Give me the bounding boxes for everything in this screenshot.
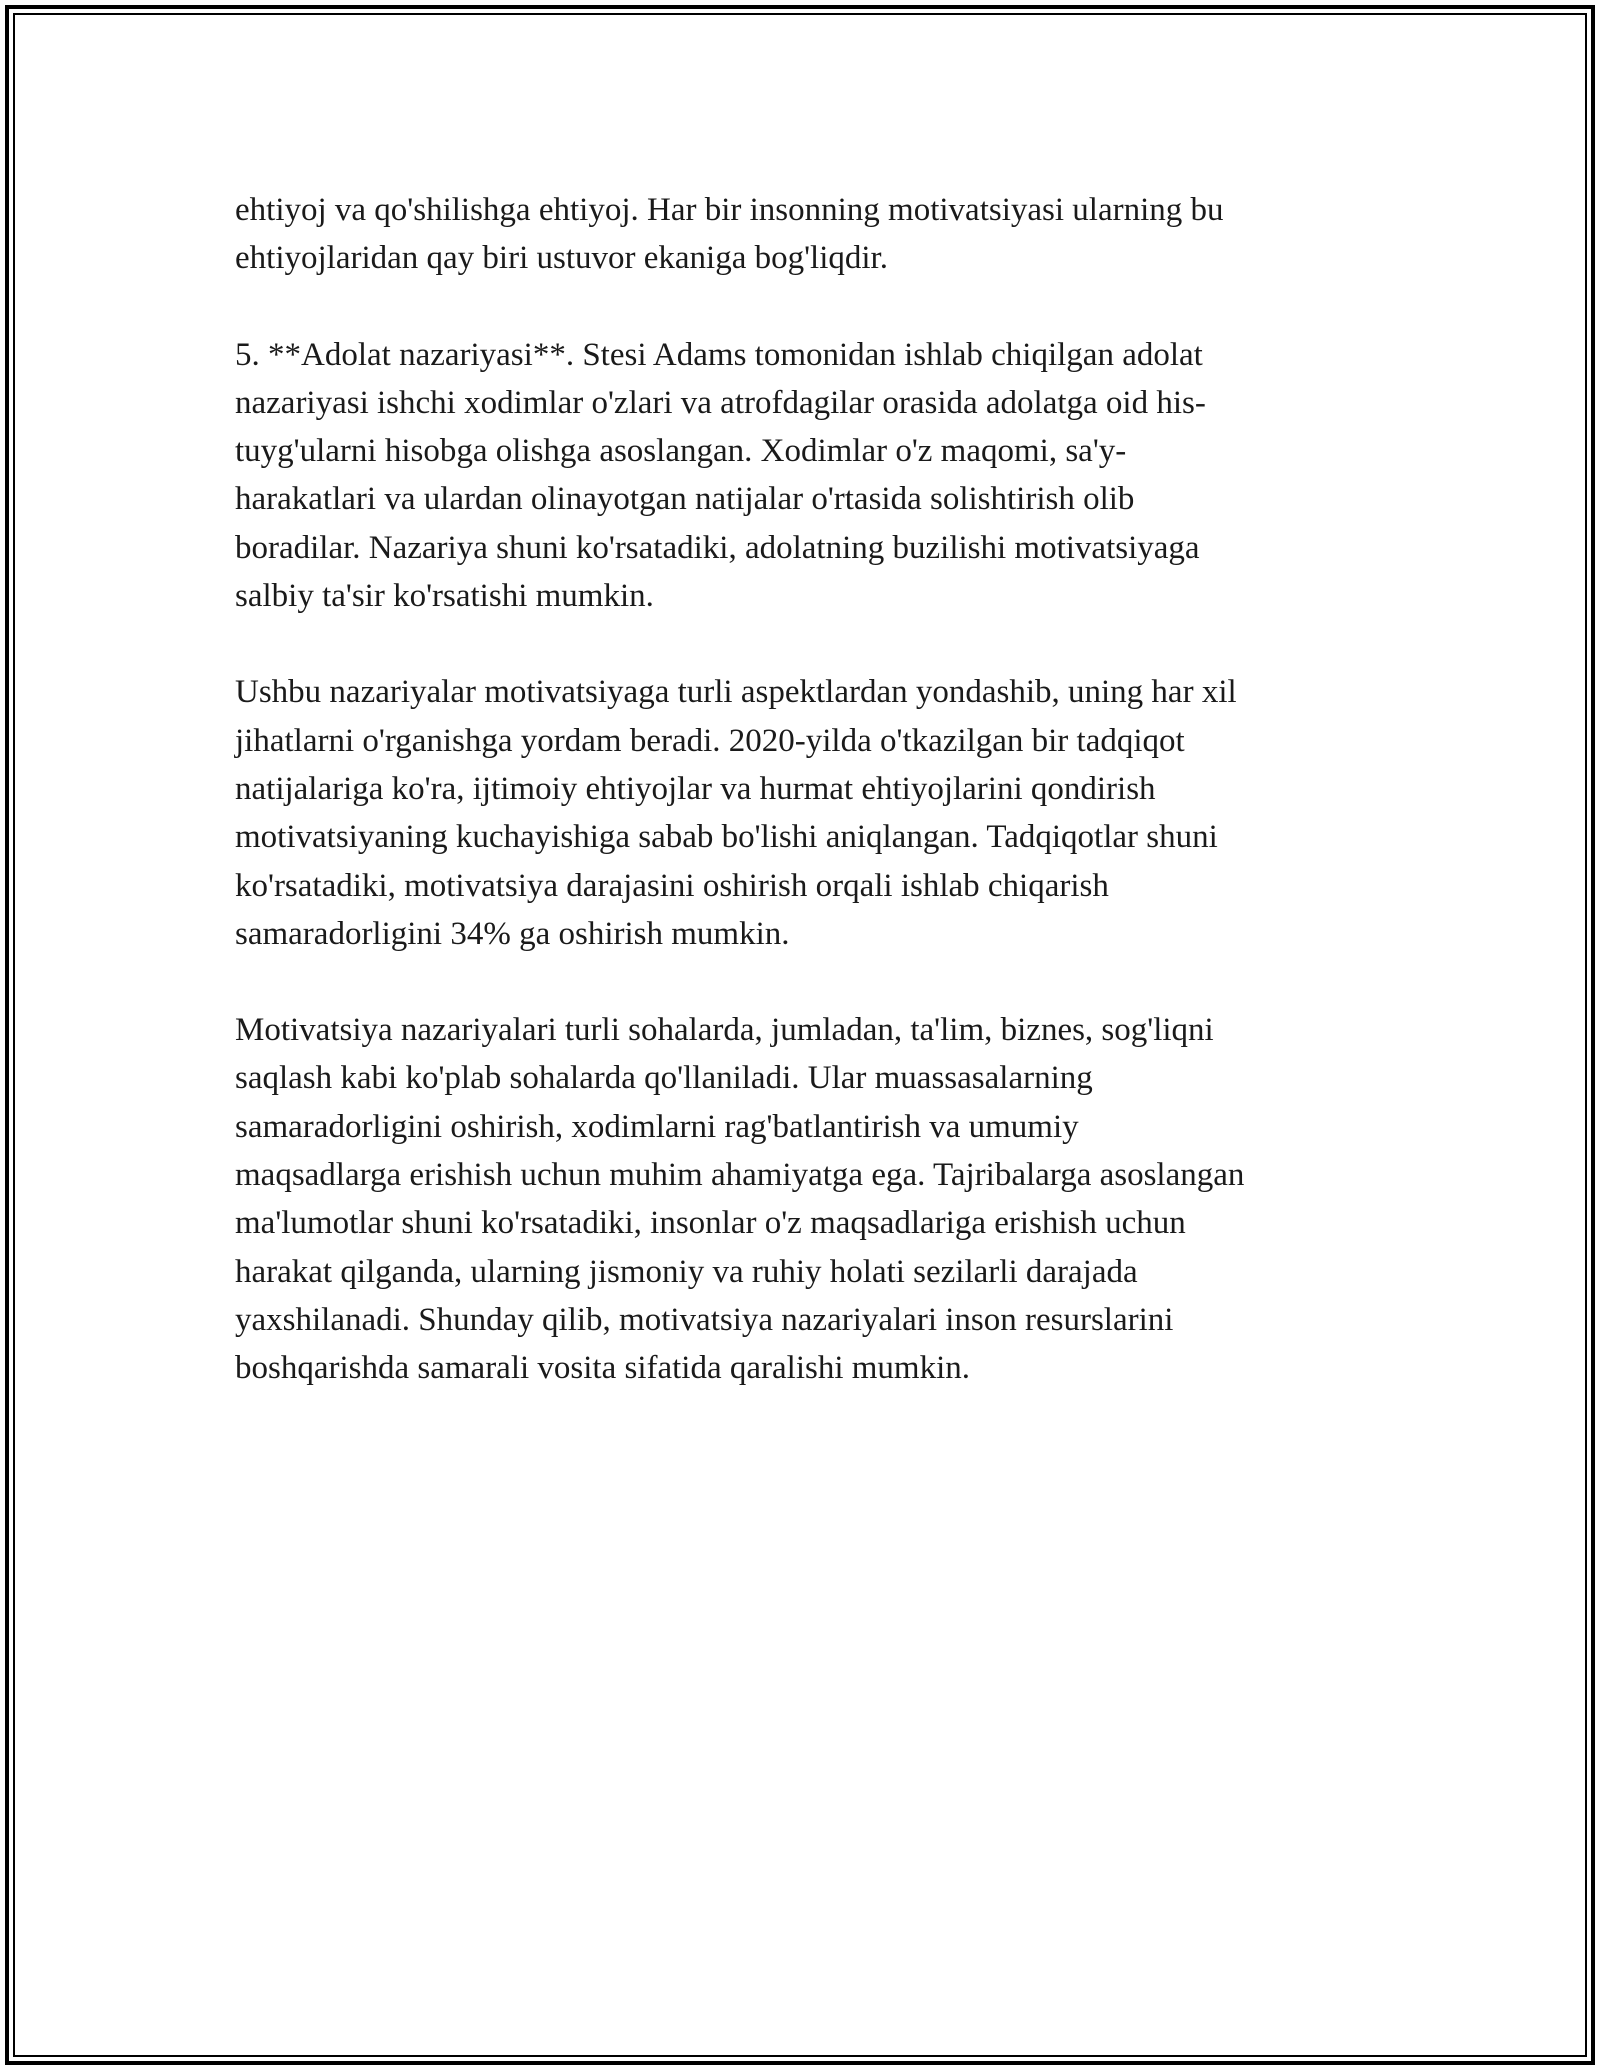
text-line: maqsadlarga erishish uchun muhim ahamiyatga ega. Tajribalarga asoslangan xyxy=(235,1157,1245,1194)
text-line: harakatlari va ulardan olinayotgan natijalar o'rtasida solishtirish olib xyxy=(235,481,1135,518)
text-line: ehtiyoj va qo'shilishga ehtiyoj. Har bir insonning motivatsiyasi ularning bu xyxy=(235,192,1224,228)
document-body xyxy=(235,186,1395,1441)
text-line: boradilar. Nazariya shuni ko'rsatadiki, adolatning buzilishi motivatsiyaga xyxy=(235,529,1200,566)
text-line: Ushbu nazariyalar motivatsiyaga turli aspektlardan yondashib, uning har xil xyxy=(235,674,1237,711)
text-line: motivatsiyaning kuchayishiga sabab bo'lishi aniqlangan. Tadqiqotlar shuni xyxy=(235,819,1218,856)
paragraph-equity-theory xyxy=(235,331,1395,621)
text-line: ko'rsatadiki, motivatsiya darajasini oshirish orqali ishlab chiqarish xyxy=(235,867,1109,904)
text-line: 5. **Adolat nazariyasi**. Stesi Adams tomonidan ishlab chiqilgan adolat xyxy=(235,336,1203,373)
text-line: ehtiyojlaridan qay biri ustuvor ekaniga bog'liqdir. xyxy=(235,240,888,277)
text-line: Motivatsiya nazariyalari turli sohalarda, jumladan, ta'lim, biznes, sog'liqni xyxy=(235,1012,1214,1049)
text-line: jihatlarni o'rganishga yordam beradi. 2020-yilda o'tkazilgan bir tadqiqot xyxy=(235,722,1185,759)
paragraph-applications xyxy=(235,1006,1395,1392)
text-line: tuyg'ularni hisobga olishga asoslangan. Xodimlar o'z maqomi, sa'y- xyxy=(235,433,1127,470)
text-line: natijalariga ko'ra, ijtimoiy ehtiyojlar va hurmat ehtiyojlarini qondirish xyxy=(235,770,1156,807)
text-line: saqlash kabi ko'plab sohalarda qo'llaniladi. Ular muassasalarning xyxy=(235,1060,1093,1097)
text-line: ma'lumotlar shuni ko'rsatadiki, insonlar o'z maqsadlariga erishish uchun xyxy=(235,1205,1186,1242)
text-line: boshqarishda samarali vosita sifatida qaralishi mumkin. xyxy=(235,1350,971,1387)
paragraph-theories-summary xyxy=(235,668,1395,958)
text-line: harakat qilganda, ularning jismoniy va ruhiy holati sezilarli darajada xyxy=(235,1253,1138,1290)
paragraph-needs-continuation xyxy=(235,186,1395,283)
text-line: samaradorligini oshirish, xodimlarni rag'batlantirish va umumiy xyxy=(235,1108,1079,1145)
text-line: salbiy ta'sir ko'rsatishi mumkin. xyxy=(235,578,654,615)
text-line: nazariyasi ishchi xodimlar o'zlari va atrofdagilar orasida adolatga oid his- xyxy=(235,384,1206,421)
text-line: samaradorligini 34% ga oshirish mumkin. xyxy=(235,915,790,952)
text-line: yaxshilanadi. Shunday qilib, motivatsiya nazariyalari inson resurslarini xyxy=(235,1301,1174,1338)
